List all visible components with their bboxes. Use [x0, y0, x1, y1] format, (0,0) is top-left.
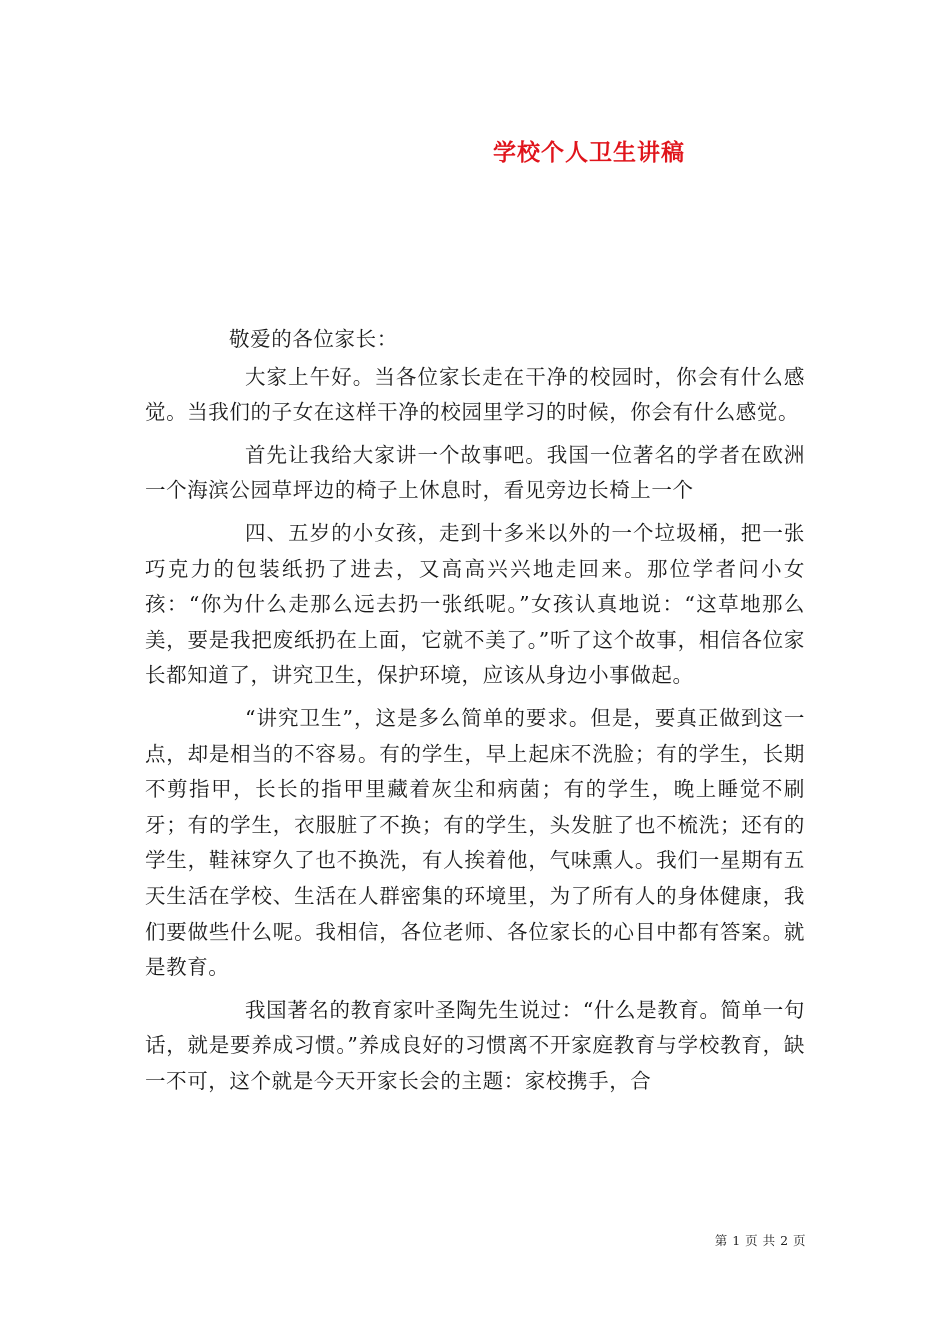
paragraph-story: 四、五岁的小女孩，走到十多米以外的一个垃圾桶，把一张巧克力的包装纸扔了进去，又高高兴兴地走回来。那位学者问小女孩：“你为什么走那么远去扔一张纸呢。”女孩认真地说：“这草地那么美，要是我把废纸扔在上面，它就不美了。”听了这个故事，相信各位家长都知道了，讲究卫生，保护环境，应该从身边小事做起。	[145, 520, 805, 688]
paragraph-hygiene: “讲究卫生”，这是多么简单的要求。但是，要真正做到这一点，却是相当的不容易。有的学生，早上起床不洗脸；有的学生，长期不剪指甲，长长的指甲里藏着灰尘和病菌；有的学生，晚上睡觉不刷牙；有的学生，衣服脏了不换；有的学生，头发脏了也不梳洗；还有的学生，鞋袜穿久了也不换洗，有人挨着他，气味熏人。我们一星期有五天生活在学校、生活在人群密集的环境里，为了所有人的身体健康，我们要做些什么呢。我相信，各位老师、各位家长的心目中都有答案。就是教育。	[145, 705, 805, 980]
page-title: 学校个人卫生讲稿	[493, 139, 685, 166]
paragraph-story-intro: 首先让我给大家讲一个故事吧。我国一位著名的学者在欧洲一个海滨公园草坪边的椅子上休息时，看见旁边长椅上一个	[145, 442, 805, 503]
salutation: 敬爱的各位家长：	[229, 327, 398, 351]
paragraph-greeting: 大家上午好。当各位家长走在干净的校园时，你会有什么感觉。当我们的子女在这样干净的校园里学习的时候，你会有什么感觉。	[145, 364, 805, 425]
page-number: 第 1 页 共 2 页	[714, 1233, 806, 1248]
paragraph-education: 我国著名的教育家叶圣陶先生说过：“什么是教育。简单一句话，就是要养成习惯。”养成良好的习惯离不开家庭教育与学校教育，缺一不可，这个就是今天开家长会的主题：家校携手，合	[145, 997, 805, 1093]
document-body	[145, 322, 805, 1099]
